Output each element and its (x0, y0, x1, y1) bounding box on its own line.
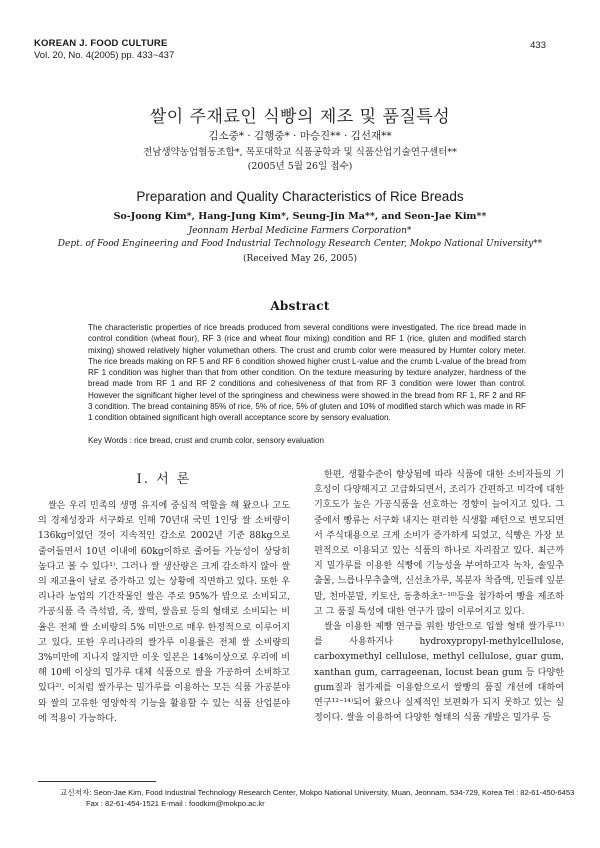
affiliation-english-2: Dept. of Food Engineering and Food Industrial Technology Research Center, Mokpo National University** (57, 239, 543, 249)
footnote (60, 788, 580, 809)
abstract-text: The characteristic properties of rice breads produced from several conditions were investigated. The rice bread made in control condition (wheat flour), RF 3 (rice and wheat flour mixing) condition and RF 1 (rice, gluten and modified starch mixing) showed relatively higher volumethan others. The crust and crumb color were measured by Humter colory meter. The rice breads making on RF 5 and RF 6 condition showed higher crust L-value and the crumb L-value of the bread from RF 1 condition was higher than that from other condition. On the texture measuring by texture analyzer, hardness of the bread made from RF 1 and RF 2 conditions and cohesiveness of that from RF 3 condition were lower than control. However the significant higher level of the springiness and chewiness were showed in the bread from RF 1, RF 2 and RF 3 condition. The bread containing 85% of rice, 5% of rice, 5% of gluten and 10% of modified starch which was made in RF 1 condition obtained significant high overall acceptance score by sensory evaluation. (88, 323, 526, 423)
page-number: 433 (530, 40, 546, 51)
authors-english: So-Joong Kim*, Hang-Jung Kim*, Seung-Jin Ma**, and Seon-Jae Kim** (113, 211, 487, 222)
journal-header (34, 38, 174, 62)
contact-fax-email: Fax : 82-61-454-1521 E-mail : foodkim@mokpo.ac.kr (86, 798, 265, 808)
keywords: Key Words : rice bread, crust and crumb color, sensory evaluation (88, 436, 325, 445)
affiliation-korean: 전남생약농업협동조합*, 목포대학교 식품공학과 및 식품산업기술연구센터** (143, 147, 457, 158)
authors-korean: 김소중* · 김행중* · 마승진** · 김선재** (208, 130, 392, 142)
body-paragraph: 쌀은 우리 민족의 생명 유지에 중심적 역할을 해 왔으나 고도의 경제성장과 서구화로 인해 70년대 국민 1인당 쌀 소비량이 136kg이었던 것이 지속적인 감소로 2002년 기준 88kg으로 줄어들면서 10년 이내에 60kg이하로 줄어들 가능성이 상당히 높다고 볼 수 있다¹⁾. 그러나 쌀 생산량은 크게 감소하지 않아 쌀의 재고율이 날로 증가하고 있는 상황에 직면하고 있다. 또한 우리나라 농업의 기간작물인 쌀은 주로 95%가 밥으로 소비되고, 가공식품 즉 즉석밥, 죽, 쌀떡, 쌀음료 등의 형태로 소비되는 비율은 전체 쌀 소비량의 5% 미만으로 매우 한정적으로 이루어지고 있다. 또한 우리나라의 쌀가루 이용률은 전체 쌀 소비량의 3%미만에 지나지 않지만 이웃 일본은 14%이상으로 우리에 비해 10배 이상의 밀가루 대체 식품으로 쌀을 가공하여 소비하고 있다²⁾. 이처럼 쌀가루는 밀가루를 이용하는 모든 식품 가공분야와 쌀의 고유한 영양학적 기능을 활용할 수 있는 식품 산업분야에 적용이 가능하다. (38, 501, 290, 724)
abstract-heading: Abstract (270, 299, 330, 313)
affiliation-english-1: Jeonnam Herbal Medicine Farmers Corporation* (188, 226, 412, 236)
corresponding-author: 교신저자: Seon-Jae Kim, Food Industrial Technology Research Center, Mokpo National University, Muan, Jeonnam, 534-729, Korea Tel : 82-61-450-6453 (60, 788, 575, 797)
body-paragraph: 한편, 생활수준이 향상됨에 따라 식품에 대한 소비자들의 기호성이 다양해지고 고급화되면서, 조리가 간편하고 미각에 대한 기호도가 높은 가공식품을 선호하는 경향이 늘어지고 있다. 그중에서 빵류는 서구화 내지는 편리한 식생활 패턴으로 변모되면서 주식대용으로 크게 소비가 증가하게 되었고, 식빵은 가장 보편적으로 이용되고 있는 식품의 하나로 자리잡고 있다. 최근까지 밀가루를 이용한 식빵에 기능성을 부여하고자 녹차, 솔잎추출물, 느릅나무추출액, 신선초가루, 복분자 착즙액, 민들레 잎분말, 천마분말, 키토산, 동충하초³⁻¹⁰⁾등을 첨가하여 빵을 제조하고 그 품질 특성에 대한 연구가 많이 이루어지고 있다. (314, 470, 564, 617)
journal-volume: Vol. 20, No. 4(2005) pp. 433~437 (34, 50, 175, 61)
body-paragraph: 쌀을 이용한 제빵 연구를 위한 방안으로 입쌀 형태 쌀가루¹¹⁾를 사용하거나 hydroxypropyl-methylcellulose, carboxymethyl cellulose, methyl cellulose, guar gum, xanthan gum, carrageenan, locust bean gum 등 다양한 gum질과 첨가제를 이용함으로서 쌀빵의 품질 개선에 대하여 연구¹²⁻¹⁴⁾되어 왔으나 실제적인 보편화가 되지 못하고 있는 실정이다. 쌀을 이용하여 다양한 형태의 식품 개발은 밀가루 등 (314, 622, 564, 724)
received-date-english: (Received May 26, 2005) (242, 254, 357, 264)
body-column-left (38, 468, 290, 727)
title-english: Preparation and Quality Characteristics of Rice Breads (136, 189, 464, 204)
title-korean: 쌀이 주재료인 식빵의 제조 및 품질특성 (149, 107, 451, 127)
body-column-right (314, 468, 564, 726)
section-heading-introduction: I. 서 론 (136, 472, 192, 487)
footnote-divider (38, 781, 156, 782)
received-date-korean: (2005년 5월 26일 접수) (247, 161, 353, 172)
journal-name: KOREAN J. FOOD CULTURE (34, 38, 168, 49)
